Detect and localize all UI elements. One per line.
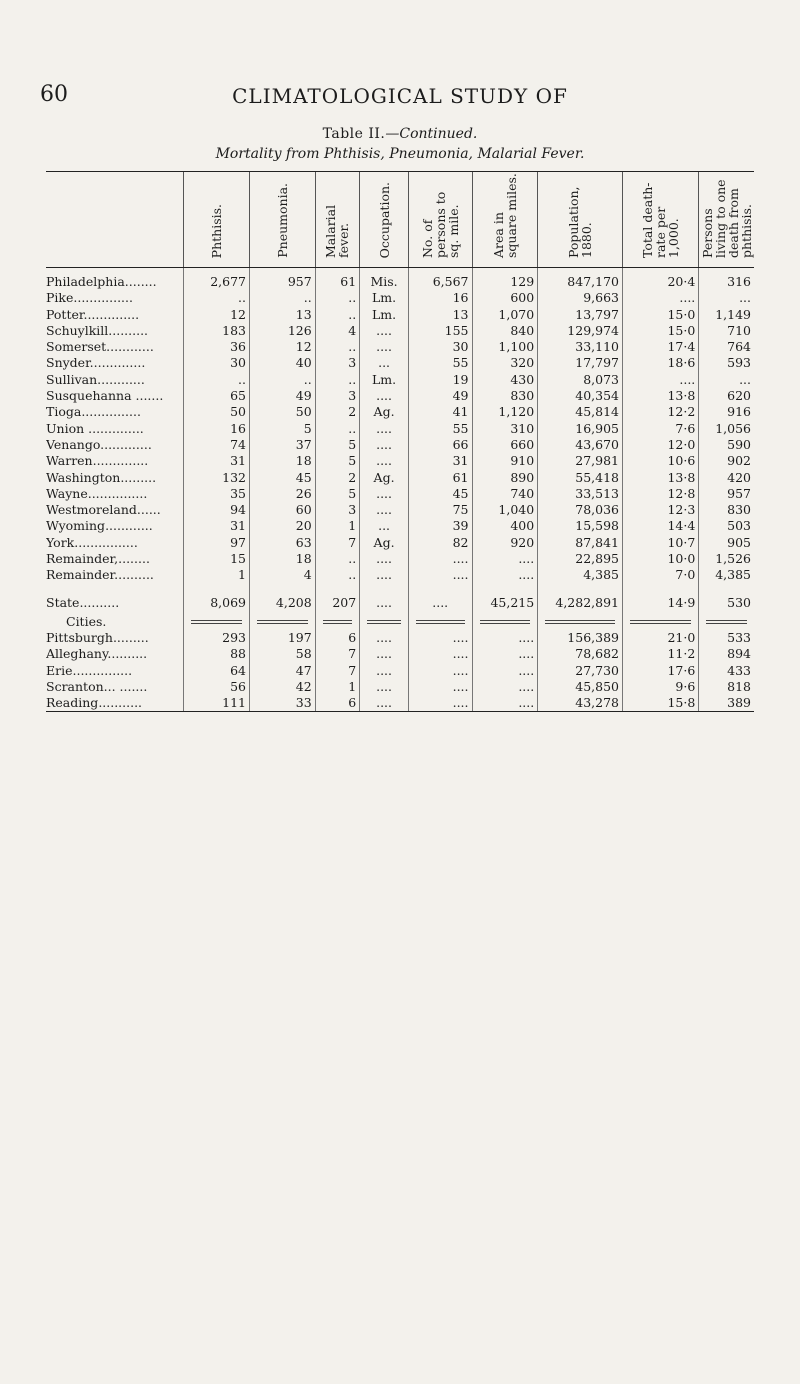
cell: 11·2	[623, 646, 699, 662]
state-occupation: ....	[360, 594, 409, 614]
cell: 50	[249, 404, 315, 420]
cell: 156,389	[538, 630, 623, 646]
row-name: Remainder..........	[46, 567, 154, 583]
cell: ..	[315, 290, 360, 306]
table-subtitle: Mortality from Phthisis, Pneumonia, Malarial Fever.	[215, 146, 585, 162]
table-row	[46, 535, 754, 551]
cell: ....	[408, 663, 472, 679]
cell: 87,841	[538, 535, 623, 551]
cell: 41	[408, 404, 472, 420]
cell: 36	[184, 339, 250, 355]
table-row	[46, 486, 754, 502]
row-name: Philadelphia........	[46, 274, 157, 289]
cell: 126	[249, 323, 315, 339]
cell: 600	[472, 290, 538, 306]
cell: 1	[315, 518, 360, 534]
cell: 2,677	[184, 268, 250, 291]
cell: 21·0	[623, 630, 699, 646]
cell: ....	[360, 695, 409, 712]
cell: 433	[699, 663, 754, 679]
cell: 132	[184, 470, 250, 486]
county-rows	[46, 268, 754, 584]
cell: Lm.	[360, 290, 409, 306]
cell: 764	[699, 339, 754, 355]
cell: 593	[699, 355, 754, 371]
cell: 10·6	[623, 453, 699, 469]
cell: 16,905	[538, 421, 623, 437]
cell: ....	[360, 339, 409, 355]
cell: 12·2	[623, 404, 699, 420]
cell: 31	[184, 518, 250, 534]
state-area: 45,215	[472, 594, 538, 614]
cell: 1,100	[472, 339, 538, 355]
table-row	[46, 437, 754, 453]
cell: ....	[408, 679, 472, 695]
state-row	[46, 594, 754, 614]
cell: 22,895	[538, 551, 623, 567]
cell: 293	[184, 630, 250, 646]
cell: 1	[184, 567, 250, 583]
cell: 890	[472, 470, 538, 486]
state-malarial-fever: 207	[315, 594, 360, 614]
row-name: Remainder,........	[46, 551, 150, 567]
table-row	[46, 372, 754, 388]
cell: ....	[472, 663, 538, 679]
running-head: CLIMATOLOGICAL STUDY OF	[232, 84, 568, 108]
header-row	[46, 172, 754, 268]
cell: 15·0	[623, 323, 699, 339]
cell: 6	[315, 630, 360, 646]
cell: 155	[408, 323, 472, 339]
cell: Ag.	[360, 404, 409, 420]
cell: 957	[249, 268, 315, 291]
cell: 10·7	[623, 535, 699, 551]
cell: 35	[184, 486, 250, 502]
row-name: Susquehanna .......	[46, 388, 164, 404]
row-name: Potter..............	[46, 306, 140, 322]
cell: ....	[472, 630, 538, 646]
cell: ....	[360, 551, 409, 567]
cell: ....	[360, 323, 409, 339]
cell: 389	[699, 695, 754, 712]
cell: 9,663	[538, 290, 623, 306]
row-name: Pike...............	[46, 290, 133, 306]
cell: 27,981	[538, 453, 623, 469]
cell: 16	[408, 290, 472, 306]
cell: 400	[472, 518, 538, 534]
header-stub	[46, 172, 184, 268]
table-row	[46, 567, 754, 583]
header-pneumonia: Pneumonia.	[249, 172, 315, 268]
cell: 19	[408, 372, 472, 388]
table-row	[46, 502, 754, 518]
state-population: 4,282,891	[538, 594, 623, 614]
cell: 75	[408, 502, 472, 518]
cell: 183	[184, 323, 250, 339]
cell: ....	[472, 567, 538, 583]
cell: ....	[360, 630, 409, 646]
row-name: Wayne...............	[46, 485, 148, 501]
cell: 30	[184, 355, 250, 371]
row-name: Schuylkill..........	[46, 322, 149, 338]
row-name: Warren..............	[46, 453, 149, 469]
state-density: ....	[408, 594, 472, 614]
cell: 7	[315, 646, 360, 662]
header-population: Population, 1880.	[538, 172, 623, 268]
cell: 20·4	[623, 268, 699, 291]
header-occupation: Occupation.	[360, 172, 409, 268]
cell: ....	[408, 630, 472, 646]
cell: ....	[408, 695, 472, 712]
row-name: Westmoreland......	[46, 502, 161, 518]
cell: 4,385	[538, 567, 623, 583]
row-name: Union ..............	[46, 420, 144, 436]
cell: 50	[184, 404, 250, 420]
cell: 9·6	[623, 679, 699, 695]
cell: 56	[184, 679, 250, 695]
cell: 45,850	[538, 679, 623, 695]
cell: 1,070	[472, 307, 538, 323]
cell: 320	[472, 355, 538, 371]
cell: ....	[360, 679, 409, 695]
cell: 16	[184, 421, 250, 437]
cell: 31	[184, 453, 250, 469]
cell: 590	[699, 437, 754, 453]
cell: ....	[623, 372, 699, 388]
cell: 15,598	[538, 518, 623, 534]
cell: 17·4	[623, 339, 699, 355]
cell: 430	[472, 372, 538, 388]
cell: 7	[315, 535, 360, 551]
cell: 49	[249, 388, 315, 404]
cell: ....	[360, 486, 409, 502]
row-name: York................	[46, 534, 138, 550]
row-name: Venango.............	[46, 436, 152, 452]
table-row	[46, 453, 754, 469]
cell: 97	[184, 535, 250, 551]
cell: ..	[249, 372, 315, 388]
cell: ...	[360, 355, 409, 371]
cell: 64	[184, 663, 250, 679]
row-name: Sullivan............	[46, 371, 145, 387]
cell: 17,797	[538, 355, 623, 371]
cell: 33	[249, 695, 315, 712]
cell: Lm.	[360, 307, 409, 323]
cell: 78,682	[538, 646, 623, 662]
city-rows	[46, 630, 754, 712]
cell: 65	[184, 388, 250, 404]
cell: 55	[408, 421, 472, 437]
cell: 58	[249, 646, 315, 662]
cell: 43,670	[538, 437, 623, 453]
cell: 1,526	[699, 551, 754, 567]
cell: 82	[408, 535, 472, 551]
cell: 45	[249, 470, 315, 486]
cell: 18	[249, 551, 315, 567]
cell: 1,149	[699, 307, 754, 323]
cell: ....	[408, 646, 472, 662]
row-name: Tioga...............	[46, 404, 141, 420]
cell: 2	[315, 404, 360, 420]
cell: 26	[249, 486, 315, 502]
cell: ....	[408, 551, 472, 567]
cell: ....	[623, 290, 699, 306]
cell: Mis.	[360, 268, 409, 291]
row-name: Washington.........	[46, 469, 157, 485]
cell: 111	[184, 695, 250, 712]
cell: 905	[699, 535, 754, 551]
cell: 740	[472, 486, 538, 502]
cell: 5	[315, 437, 360, 453]
cell: ....	[472, 551, 538, 567]
cell: 33,110	[538, 339, 623, 355]
cell: ....	[360, 663, 409, 679]
cell: 902	[699, 453, 754, 469]
row-name: Snyder..............	[46, 355, 146, 371]
cell: 310	[472, 421, 538, 437]
cell: 12·8	[623, 486, 699, 502]
cell: Ag.	[360, 470, 409, 486]
cell: 5	[315, 453, 360, 469]
cell: 710	[699, 323, 754, 339]
spacer-row	[46, 584, 754, 594]
cell: ...	[699, 372, 754, 388]
cell: 39	[408, 518, 472, 534]
cell: 18·6	[623, 355, 699, 371]
cell: 15	[184, 551, 250, 567]
cell: 2	[315, 470, 360, 486]
cell: 910	[472, 453, 538, 469]
cell: ....	[360, 567, 409, 583]
cell: Ag.	[360, 535, 409, 551]
row-name: Scranton... .......	[46, 678, 148, 694]
cell: ....	[360, 437, 409, 453]
cell: 55	[408, 355, 472, 371]
cell: 12·3	[623, 502, 699, 518]
header-area: Area in square miles.	[472, 172, 538, 268]
cell: 10·0	[623, 551, 699, 567]
row-name: Pittsburgh.........	[46, 629, 149, 645]
cell: 818	[699, 679, 754, 695]
cell: ....	[360, 421, 409, 437]
cell: ..	[249, 290, 315, 306]
cities-heading-row	[46, 614, 754, 630]
cell: 4	[315, 323, 360, 339]
state-pneumonia: 4,208	[249, 594, 315, 614]
cell: 14·4	[623, 518, 699, 534]
table-row	[46, 421, 754, 437]
cell: ...	[360, 518, 409, 534]
cell: 316	[699, 268, 754, 291]
cell: ..	[315, 421, 360, 437]
state-phthisis: 8,069	[184, 594, 250, 614]
cell: 30	[408, 339, 472, 355]
cell: ....	[360, 502, 409, 518]
cell: 12	[184, 307, 250, 323]
table-row	[46, 355, 754, 371]
row-name: Erie...............	[46, 662, 133, 678]
cell: 920	[472, 535, 538, 551]
row-name: Wyoming............	[46, 518, 153, 534]
cell: 197	[249, 630, 315, 646]
table-title	[0, 126, 800, 142]
cell: 660	[472, 437, 538, 453]
cell: 13,797	[538, 307, 623, 323]
state-persons-per-death: 530	[699, 594, 754, 614]
cell: 7	[315, 663, 360, 679]
cell: ..	[315, 567, 360, 583]
state-section	[46, 584, 754, 630]
table-row	[46, 630, 754, 646]
cell: ..	[184, 290, 250, 306]
cell: 620	[699, 388, 754, 404]
header-phthisis: Phthisis.	[184, 172, 250, 268]
cell: 74	[184, 437, 250, 453]
cell: 12·0	[623, 437, 699, 453]
cell: ..	[184, 372, 250, 388]
cell: ....	[472, 695, 538, 712]
cell: ....	[360, 453, 409, 469]
cell: 5	[249, 421, 315, 437]
cell: 4	[249, 567, 315, 583]
cell: Lm.	[360, 372, 409, 388]
cell: 1,120	[472, 404, 538, 420]
cell: 37	[249, 437, 315, 453]
table-row	[46, 307, 754, 323]
table-row	[46, 518, 754, 534]
row-name: Somerset............	[46, 339, 154, 355]
cell: 55,418	[538, 470, 623, 486]
cell: 3	[315, 355, 360, 371]
table-row	[46, 551, 754, 567]
cell: 1,056	[699, 421, 754, 437]
cell: 3	[315, 502, 360, 518]
header-persons-per-sq-mile: No. of persons to sq. mile.	[408, 172, 472, 268]
cell: 12	[249, 339, 315, 355]
cell: 15·8	[623, 695, 699, 712]
table-row	[46, 388, 754, 404]
cell: 45	[408, 486, 472, 502]
cell: 1	[315, 679, 360, 695]
mortality-table	[46, 171, 754, 712]
cities-heading: Cities.	[66, 613, 107, 629]
cell: ....	[408, 567, 472, 583]
cell: ..	[315, 551, 360, 567]
cell: 27,730	[538, 663, 623, 679]
page-number: 60	[40, 82, 68, 107]
cell: 7·0	[623, 567, 699, 583]
cell: 88	[184, 646, 250, 662]
cell: ....	[472, 646, 538, 662]
cell: ..	[315, 307, 360, 323]
cell: 60	[249, 502, 315, 518]
cell: 4,385	[699, 567, 754, 583]
cell: 847,170	[538, 268, 623, 291]
cell: ..	[315, 372, 360, 388]
cell: 61	[315, 268, 360, 291]
cell: 47	[249, 663, 315, 679]
cell: 33,513	[538, 486, 623, 502]
header-death-rate: Total death-rate per 1,000.	[623, 172, 699, 268]
cell: 6	[315, 695, 360, 712]
cell: 533	[699, 630, 754, 646]
cell: 129	[472, 268, 538, 291]
cell: 40	[249, 355, 315, 371]
cell: 66	[408, 437, 472, 453]
cell: 894	[699, 646, 754, 662]
cell: 1,040	[472, 502, 538, 518]
cell: 42	[249, 679, 315, 695]
cell: 916	[699, 404, 754, 420]
cell: 63	[249, 535, 315, 551]
cell: 31	[408, 453, 472, 469]
table-row	[46, 470, 754, 486]
cell: 129,974	[538, 323, 623, 339]
cell: ....	[360, 388, 409, 404]
row-name: Alleghany..........	[46, 646, 148, 662]
cell: 13·8	[623, 470, 699, 486]
table-row	[46, 695, 754, 712]
cell: ...	[699, 290, 754, 306]
cell: ....	[360, 646, 409, 662]
table-row	[46, 268, 754, 291]
table-row	[46, 663, 754, 679]
cell: 7·6	[623, 421, 699, 437]
cell: 49	[408, 388, 472, 404]
cell: 840	[472, 323, 538, 339]
cell: 8,073	[538, 372, 623, 388]
cell: 6,567	[408, 268, 472, 291]
cell: 94	[184, 502, 250, 518]
cell: ....	[472, 679, 538, 695]
state-name: State..........	[46, 595, 120, 611]
table-row	[46, 679, 754, 695]
row-name: Reading...........	[46, 695, 184, 712]
table-row	[46, 290, 754, 306]
cell: 40,354	[538, 388, 623, 404]
cell: 3	[315, 388, 360, 404]
cell: 17·6	[623, 663, 699, 679]
cell: 5	[315, 486, 360, 502]
cell: 78,036	[538, 502, 623, 518]
cell: ..	[315, 339, 360, 355]
cell: 13	[249, 307, 315, 323]
cell: 830	[699, 502, 754, 518]
table-row	[46, 339, 754, 355]
cell: 503	[699, 518, 754, 534]
cell: 420	[699, 470, 754, 486]
table-continued: —Continued.	[385, 126, 478, 142]
header-malarial-fever: Malarial fever.	[315, 172, 360, 268]
table-row	[46, 646, 754, 662]
cell: 45,814	[538, 404, 623, 420]
table-row	[46, 323, 754, 339]
cell: 15·0	[623, 307, 699, 323]
table-row	[46, 404, 754, 420]
header-persons-per-death: Persons living to one death from phthisis.	[699, 172, 754, 268]
cell: 61	[408, 470, 472, 486]
cell: 13·8	[623, 388, 699, 404]
table-label: Table II.	[322, 126, 386, 142]
cell: 13	[408, 307, 472, 323]
cell: 43,278	[538, 695, 623, 712]
state-death-rate: 14·9	[623, 594, 699, 614]
cell: 957	[699, 486, 754, 502]
cell: 830	[472, 388, 538, 404]
cell: 18	[249, 453, 315, 469]
cell: 20	[249, 518, 315, 534]
